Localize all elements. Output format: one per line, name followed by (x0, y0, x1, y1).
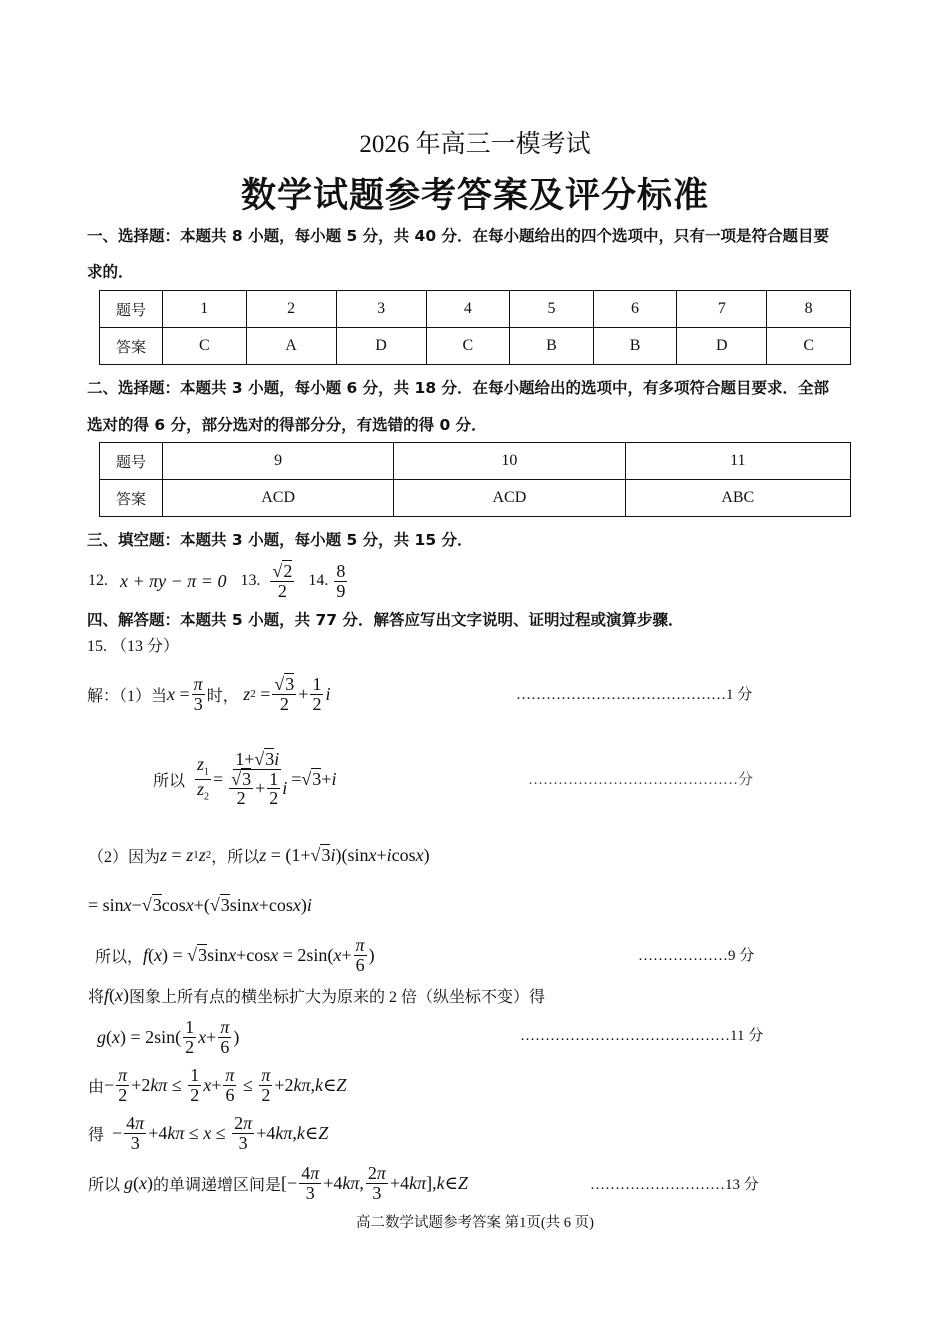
step8-prefix: 由 (88, 1078, 105, 1096)
step10-mid: 的单调递增区间是 (153, 1176, 282, 1194)
step3-prefix: （2）因为 (88, 848, 161, 866)
step9-prefix: 得 (88, 1126, 105, 1144)
step10-score: ………………………13 分 (590, 1177, 759, 1193)
table-cell: B (593, 328, 677, 365)
page-footer: 高二数学试题参考答案 第1页(共 6 页) (355, 1215, 595, 1231)
q12-answer: x + πy − π = 0 (120, 570, 227, 591)
q14-numerator: 8 (336, 560, 346, 581)
step2-prefix: 所以 (153, 772, 186, 790)
table-header-cell: 答案 (100, 480, 163, 517)
table-cell: 8 (767, 291, 851, 328)
q15-label: 15. （13 分） (87, 638, 180, 655)
solution-step-1: 解：（1）当 x = $\frac{\pi}{3}$ 时， z 2 = $\frac{√3}{2}$ + $\frac{1}{2}$ i (87, 673, 331, 714)
table-row (100, 480, 851, 517)
solution-step-2: 所以 $\frac{z_1}{z_2}$ = 1+√3i $\frac{√3}{2}$ + $\frac{1}{2}$ i =√ 3 + i (153, 748, 337, 809)
step6-text: 图象上所有点的横坐标扩大为原来的 2 倍（纵坐标不变）得 (129, 988, 546, 1006)
section2-heading-line1: 二、选择题：本题共 3 小题，每小题 6 分，共 18 分．在每小题给出的选项中，有多项符合题目要求．全部 (87, 379, 830, 397)
table-header-cell: 题号 (100, 291, 163, 328)
table-cell: 7 (677, 291, 767, 328)
solution-step-7: g ( x ) = 2sin( $\frac{1}{2}$ x + $\frac{\pi}{6}$ ) (97, 1016, 240, 1057)
exam-title: 2026 年高三一模考试 (359, 131, 591, 158)
table-row (100, 291, 851, 328)
step3-mid: ，所以 (211, 848, 260, 866)
table-cell: C (426, 328, 510, 365)
step2-score: ……………………………………分 (528, 772, 754, 788)
table-cell: 6 (593, 291, 677, 328)
step10-prefix: 所以 (88, 1176, 121, 1194)
table-row (100, 443, 851, 480)
table-cell: 1 (163, 291, 247, 328)
table-cell: 11 (625, 443, 850, 480)
table-header-cell: 答案 (100, 328, 163, 365)
step1-score: ……………………………………1 分 (516, 687, 753, 703)
step5-prefix: 所以， (95, 948, 144, 966)
solution-step-6: 将 f ( x ) 图象上所有点的横坐标扩大为原来的 2 倍（纵坐标不变）得 (88, 984, 546, 1006)
table-cell: 4 (426, 291, 510, 328)
solution-step-9: 得 − $\frac{4\pi}{3}$ +4 kπ ≤ x ≤ $\frac{2\pi}{3}$ +4 kπ , k ∈ Z (88, 1112, 329, 1153)
solution-step-8: 由 − $\frac{\pi}{2}$ +2 kπ ≤ $\frac{1}{2}$ x + $\frac{\pi}{6}$ ≤ $\frac{\pi}{2}$ +2 kπ , k ∈ Z (88, 1064, 347, 1105)
solution-step-4: = sin x −√ 3 cos x +(√ 3 sin x +cos x ) i (88, 894, 312, 915)
table-cell: D (677, 328, 767, 365)
table-cell: 2 (246, 291, 336, 328)
table-cell: A (246, 328, 336, 365)
step6-prefix: 将 (88, 988, 105, 1006)
section4-heading: 四、解答题：本题共 5 小题，共 77 分．解答应写出文字说明、证明过程或演算步骤． (87, 611, 684, 629)
table-cell: ACD (394, 480, 625, 517)
q14-denominator: 9 (336, 580, 346, 601)
q13-numerator: 2 (283, 560, 293, 581)
table-cell: C (767, 328, 851, 365)
section2-heading-line2: 选对的得 6 分，部分选对的得部分分，有选错的得 0 分． (87, 416, 487, 434)
q12-label: 12. (88, 572, 108, 589)
table-row (100, 328, 851, 365)
table-cell: 3 (336, 291, 426, 328)
section3-heading: 三、填空题：本题共 3 小题，每小题 5 分，共 15 分． (87, 531, 473, 549)
table-cell: ACD (163, 480, 394, 517)
step7-score: ……………………………………11 分 (520, 1028, 764, 1044)
step5-score: ………………9 分 (638, 948, 755, 964)
table-cell: 10 (394, 443, 625, 480)
q14-label: 14. (308, 572, 329, 589)
step1-when: 时， (206, 687, 239, 705)
step1-prefix: 解：（1）当 (87, 687, 168, 705)
page-title: 数学试题参考答案及评分标准 (240, 176, 709, 216)
fill-blank-answers (88, 558, 349, 604)
section1-heading-line2: 求的． (87, 263, 134, 281)
section1-heading-line1: 一、选择题：本题共 8 小题，每小题 5 分，共 40 分．在每小题给出的四个选项中，只有一项是符合题目要 (87, 227, 830, 245)
solution-step-10: 所以 g ( x ) 的单调递增区间是 [− $\frac{4\pi}{3}$ +4 kπ , $\frac{2\pi}{3}$ +4 kπ ], k ∈ Z (88, 1162, 468, 1203)
q13-label: 13. (240, 572, 261, 589)
q13-denominator: 2 (277, 580, 287, 601)
section1-answer-table (99, 290, 851, 365)
solution-step-5: 所以， f ( x ) = √ 3 sin x +cos x = 2sin( x + $\frac{\pi}{6}$ ) (95, 934, 375, 975)
q13-answer: $\frac{√2}{2}$ (272, 560, 293, 601)
table-cell: B (510, 328, 594, 365)
table-cell: ABC (625, 480, 850, 517)
q14-answer (334, 562, 347, 601)
table-cell: C (163, 328, 247, 365)
table-cell: D (336, 328, 426, 365)
table-cell: 5 (510, 291, 594, 328)
table-cell: 9 (163, 443, 394, 480)
table-header-cell: 题号 (100, 443, 163, 480)
solution-step-3: （2）因为 z = z 1 z 2 ，所以 z = (1+√ 3 i )(sin x + i cos x ) (88, 844, 430, 866)
section2-answer-table (99, 442, 851, 517)
